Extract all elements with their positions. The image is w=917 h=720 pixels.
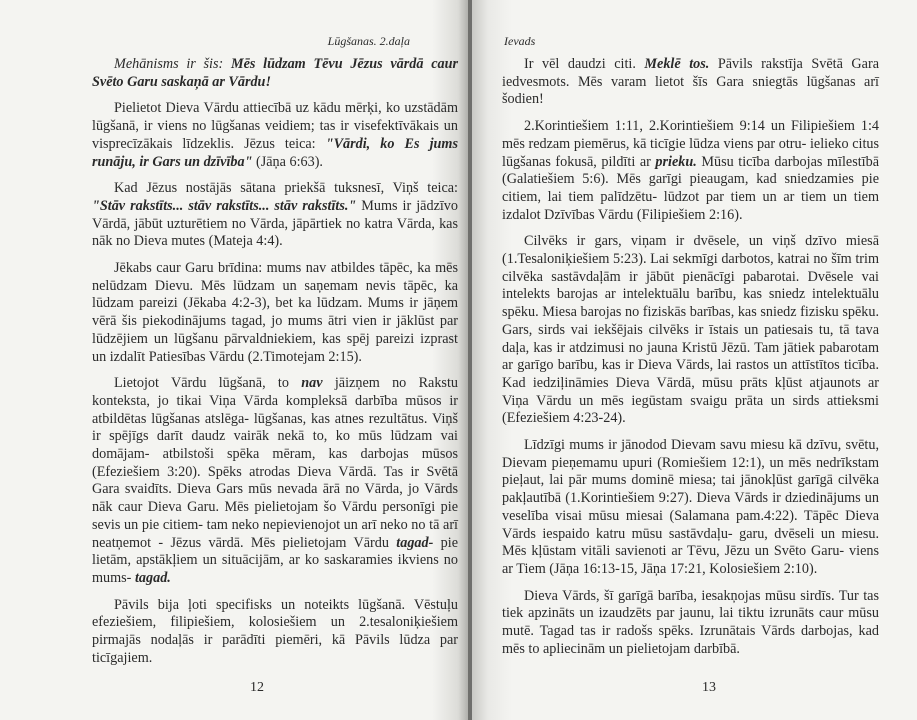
paragraph <box>502 233 879 428</box>
text-run: Pāvils rakstīja Svētā Gara iedvesmots. Mēs varam lietot šīs Gara sniegtās lūgšanas arī šodien! <box>502 56 879 108</box>
paragraph <box>92 597 458 668</box>
text-run: Cilvēks ir gars, viņam ir dvēsele, un viņš dzīvo miesā (1.Tesaloniķiešiem 5:23). Lai sekmīgi darbotos, katrai no šīm trim cilvēka sastāvdaļām ir jābūt pienācīgi pabarotai. Dvēsele vai intelekts barojas ar intelektuālu barību, kas sniedz intelektuālu spēku. Miesa barojas no fiziskās barības, kas sniedz fizisku spēku. Gars, sirds vai iekšējais cilvēks ir īstais un patiesais tu, tā tava daļa, kas ir atdzimusi no jauna Kristū Jēzū. Tam jātiek pabarotam ar garīgo barību, kas ir Dieva Vārds, lai rastos un attīstītos ticība. Kad iedziļināmies Dieva Vārdā, mūsu prāts kļūst atjaunots ar Viņa Vārdu un mēs iegūstam svaigu prāta un sirds attieksmi (Efeziešiem 4:23-24). <box>502 233 879 427</box>
text-run: Līdzīgi mums ir jānodod Dievam savu miesu kā dzīvu, svētu, Dievam pieņemamu upuri (Romiešiem 12:1), un mēs nedrīkstam pieļaut, lai pār mums dominē miesa; tai jānokļūst garīgā cilvēka pakļautībā (1.Korintiešiem 9:27). Dieva Vārds ir dziedinājums un veselība visai mūsu miesai (Salamana pam.4:22). Tāpēc Dieva Vārds iespaido katru mūsu sastāvdaļu- garu, dvēseli un miesu. Mēs kļūstam vitāli savienoti ar Tēvu, Jēzu un Svēto Garu- viens ar Tiem (Jāņa 16:13-15, Jāņa 17:21, Kolosiešiem 2:10). <box>502 437 879 577</box>
text-run: Ir vēl daudzi citi. <box>524 56 645 72</box>
paragraph <box>502 56 879 109</box>
right-page-body <box>502 56 879 659</box>
text-run: Pielietot Dieva Vārdu attiecībā uz kādu mērķi, ko uzstādām lūgšanā, ir viens no lūgšanas veidiem; tas ir visefektīvākais un visprecīzākais līdzeklis. Jēzus teica: <box>92 100 458 152</box>
paragraph <box>502 437 879 579</box>
paragraph <box>92 56 458 91</box>
paragraph <box>92 100 458 171</box>
paragraph <box>92 260 458 366</box>
text-run: jāizņem no Rakstu konteksta, jo tikai Viņa Vārda kompleksā darbība mūsos ir atbildētas lūgšanas atslēga- lūgšanas, kas atnes rezultātus. Viņš ir spējīgs darīt daudz vairāk nekā to, ko mūs lūdzam vai domājam- atbilstoši spēka mēram, kas darbojas mūsos (Efeziešiem 3:20). Spēks atrodas Dieva Vārdā. Tas ir Svētā Gara svaidīts. Dieva Gars mūs nevada ārā no Vārda, jo Vārds nāk caur Dieva Garu. Mēs pielietojam šo Vārdu personīgi pie sevis un pie citiem- tam neko nepievienojot un arī neko no tā arī neatņemot - Jēzus vārdā. Mēs pielietojam Vārdu <box>92 375 458 551</box>
text-run: Mūsu ticība darbojas mīlestībā (Galatiešiem 5:6). Mēs garīgi pieaugam, kad sniedzamies pie citiem, lai tiem palīdzētu- lūdzot par tiem un ar tiem un tiem izdalot Dzīvības Vārdu (Filipiešiem 2:16). <box>502 153 879 223</box>
text-run: tagad- <box>396 534 434 551</box>
paragraph <box>92 180 458 251</box>
text-run: 2.Korintiešiem 1:11, 2.Korintiešiem 9:14 un Filipiešiem 1:4 mēs redzam piemērus, kā ticīgie lūdza viens par otru- ielieko citus lūgšanas fokusā, pildīti ar <box>502 118 879 170</box>
text-run: prieku. <box>655 153 697 170</box>
text-run: Pāvils bija ļoti specifisks un noteikts lūgšanā. Vēstuļu efeziešiem, filipiešiem, kolosiešiem un 2.tesaloniķiešiem pirmajās nodaļās ir parādīti piemēri, kā Pāvils lūdza par ticīgajiem. <box>92 596 458 666</box>
text-run: Mēs lūdzam Tēvu Jēzus vārdā caur Svēto Garu saskaņā ar Vārdu! <box>92 56 458 90</box>
text-run: Kad Jēzus nostājās sātana priekšā tuksnesī, Viņš teica: <box>114 180 458 197</box>
right-page <box>472 0 917 720</box>
text-run: "Stāv rakstīts... stāv rakstīts... stāv rakstīts." <box>92 197 357 214</box>
paragraph <box>92 375 458 587</box>
text-run: "Vārdi, ko Es jums runāju, ir Gars un dzīvība" <box>92 135 458 170</box>
text-run: Meklē tos. <box>644 56 710 72</box>
paragraph <box>502 118 879 224</box>
text-run: Jēkabs caur Garu brīdina: mums nav atbildes tāpēc, ka mēs nelūdzam Dievu. Mēs lūdzam un saņemam nevis tāpēc, ka lūdzam pareizi (Jēkaba 4:2-3), bet ka lūdzam. Mums ir jāņem vērā šis piekodinājums tagad, jo mums ātri vien ir jāklūst par lūdzējiem un lūgšanu pārvaldniekiem, kas spēj pareizi izprast un izdalīt Patiesības Vārdu (2.Timotejam 2:15). <box>92 260 458 365</box>
right-page-number: 13 <box>702 680 716 695</box>
left-running-head: Lūgšanas. 2.daļa <box>327 34 410 48</box>
left-page-number: 12 <box>250 680 264 695</box>
text-run: Lietojot Vārdu lūgšanā, to <box>114 375 302 392</box>
text-run: Dieva Vārds, šī garīgā barība, iesakņojas mūsu sirdīs. Tur tas tiek apzināts un izaudzēts par jaunu, lai tiktu izrunāts caur mūsu mutē. Tagad tas ir radošs spēks. Izrunātais Vārds darbojas, kad mēs to apliecinām un pielietojam darbībā. <box>502 587 879 657</box>
left-page-body <box>92 56 458 668</box>
text-run: nav <box>301 375 323 392</box>
text-run: (Jāņa 6:63). <box>252 153 323 170</box>
text-run: tagad. <box>134 569 171 586</box>
text-run: Mums ir jādzīvo Vārdā, jābūt uzturētiem no Vārda, jāpārtiek no katra Vārda, kas nāk no Dieva mutes (Mateja 4:4). <box>92 197 458 250</box>
right-running-head: Ievads <box>504 34 536 48</box>
text-run: pie lietām, apstākļiem un situācijām, ar ko saskaramies ikviens no mums- <box>92 534 458 586</box>
paragraph <box>502 588 879 659</box>
text-run: Mehānisms ir šis: <box>114 56 231 72</box>
